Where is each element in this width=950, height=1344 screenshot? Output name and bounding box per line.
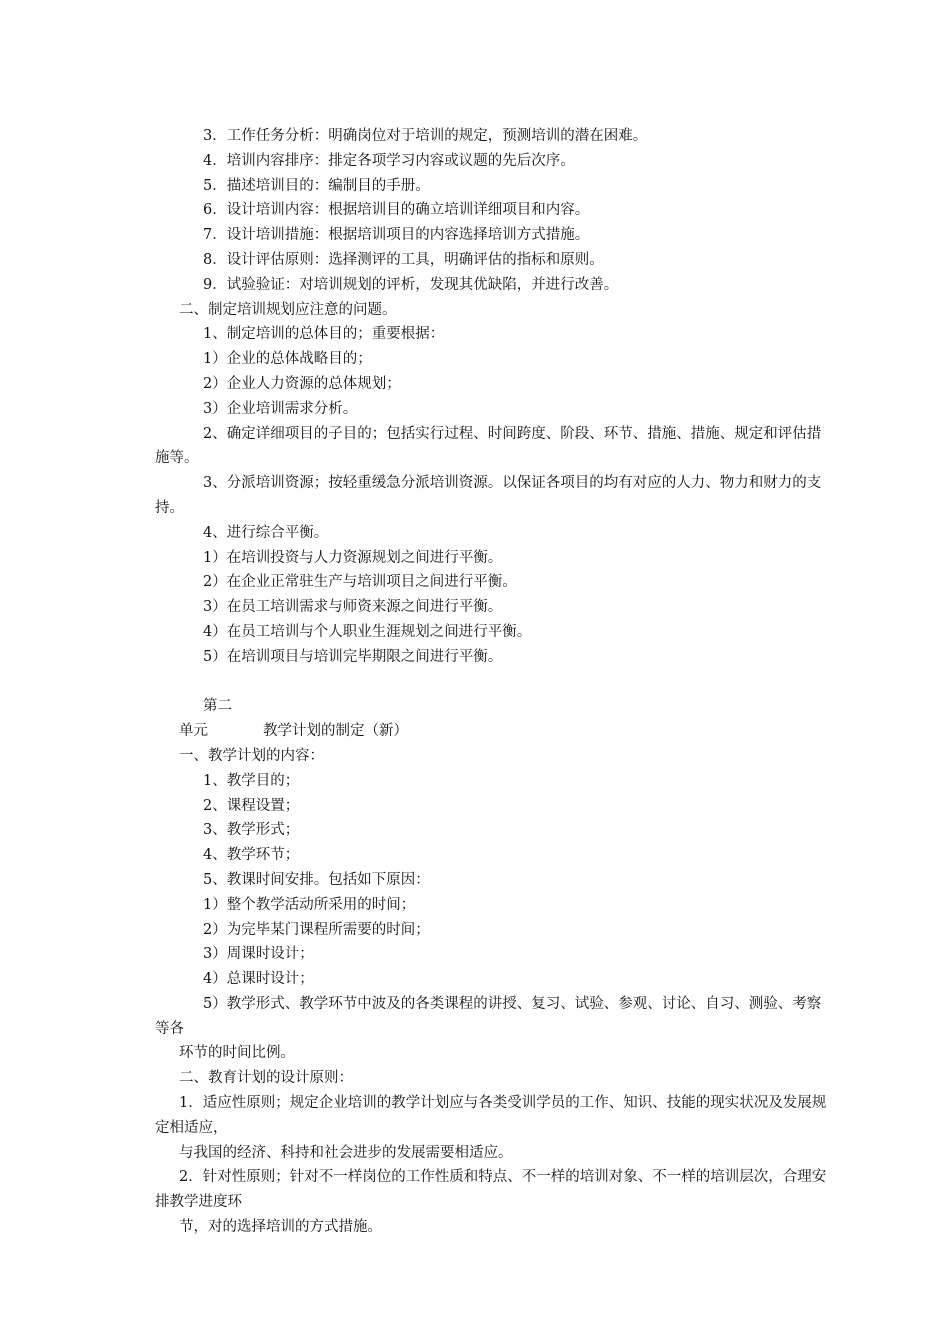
text-line: 1）企业的总体战略目的； <box>203 351 372 368</box>
text-line: 8．设计评估原则：选择测评的工具，明确评估的指标和原则。 <box>203 251 604 268</box>
text-line: 与我国的经济、科持和社会进步的发展需要相适应。 <box>179 1144 513 1161</box>
text-line: 3）在员工培训需求与师资来源之间进行平衡。 <box>203 599 503 616</box>
text-line: 2、课程设置； <box>203 797 300 814</box>
text-line: 3）周课时设计； <box>203 946 314 963</box>
text-line: 5）在培训项目与培训完毕期限之间进行平衡。 <box>203 648 503 665</box>
text-line: 5）教学形式、教学环节中波及的各类课程的讲授、复习、试验、参观、讨论、自习、测验、考察等各 <box>155 995 822 1037</box>
text-line: 4）总课时设计； <box>203 971 314 988</box>
text-line: 1、制定培训的总体目的；重要根据： <box>203 326 445 343</box>
text-line: 3、教学形式； <box>203 822 300 839</box>
text-line: 环节的时间比例。 <box>179 1045 295 1062</box>
section-heading: 一、教学计划的内容： <box>179 747 324 764</box>
text-line: 5、教课时间安排。包括如下原因： <box>203 871 430 888</box>
text-line: 1）在培训投资与人力资源规划之间进行平衡。 <box>203 549 503 566</box>
text-line: 3）企业培训需求分析。 <box>203 400 358 417</box>
text-line: 3、分派培训资源；按轻重缓急分派培训资源。以保证各项目的均有对应的人力、物力和财力的支持。 <box>155 475 822 516</box>
text-line: 2）企业人力资源的总体规划； <box>203 375 401 392</box>
text-line: 3．工作任务分析：明确岗位对于培训的规定，预测培训的潜在困难。 <box>203 128 648 144</box>
section-heading: 二、制定培训规划应注意的问题。 <box>179 301 397 318</box>
blank-line <box>155 670 835 695</box>
text-line: 4、教学环节； <box>203 847 300 864</box>
document-body <box>155 124 835 1240</box>
text-line: 1、教学目的； <box>203 772 300 789</box>
text-line: 5．描述培训目的：编制目的手册。 <box>203 177 430 194</box>
text-line: 7．设计培训措施：根据培训项目的内容选择培训方式措施。 <box>203 227 590 244</box>
text-line: 4、进行综合平衡。 <box>203 524 329 541</box>
section-heading: 二、教育计划的设计原则： <box>179 1070 353 1087</box>
text-line: 节，对的选择培训的方式措施。 <box>179 1219 382 1236</box>
text-line: 6．设计培训内容：根据培训目的确立培训详细项目和内容。 <box>203 202 590 219</box>
text-line: 2．针对性原则；针对不一样岗位的工作性质和特点、不一样的培训对象、不一样的培训层次，合理安排教学进度环 <box>155 1169 827 1211</box>
unit-heading: 第二单元 教学计划的制定（新） <box>179 698 408 740</box>
text-line: 1．适应性原则；规定企业培训的教学计划应与各类受训学员的工作、知识、技能的现实状况及发展规定相适应， <box>155 1095 827 1136</box>
text-line: 4．培训内容排序：排定各项学习内容或议题的先后次序。 <box>203 152 575 169</box>
text-line: 2）在企业正常驻生产与培训项目之间进行平衡。 <box>203 574 517 591</box>
text-line: 2、确定详细项目的子目的；包括实行过程、时间跨度、阶段、环节、措施、措施、规定和评估措施等。 <box>155 425 822 467</box>
text-line: 1）整个教学活动所采用的时间； <box>203 896 416 913</box>
text-line: 9．试验验证：对培训规划的评析，发现其优缺陷，并进行改善。 <box>203 276 619 293</box>
text-line: 2）为完毕某门课程所需要的时间； <box>203 921 430 938</box>
text-line: 4）在员工培训与个人职业生涯规划之间进行平衡。 <box>203 623 532 640</box>
